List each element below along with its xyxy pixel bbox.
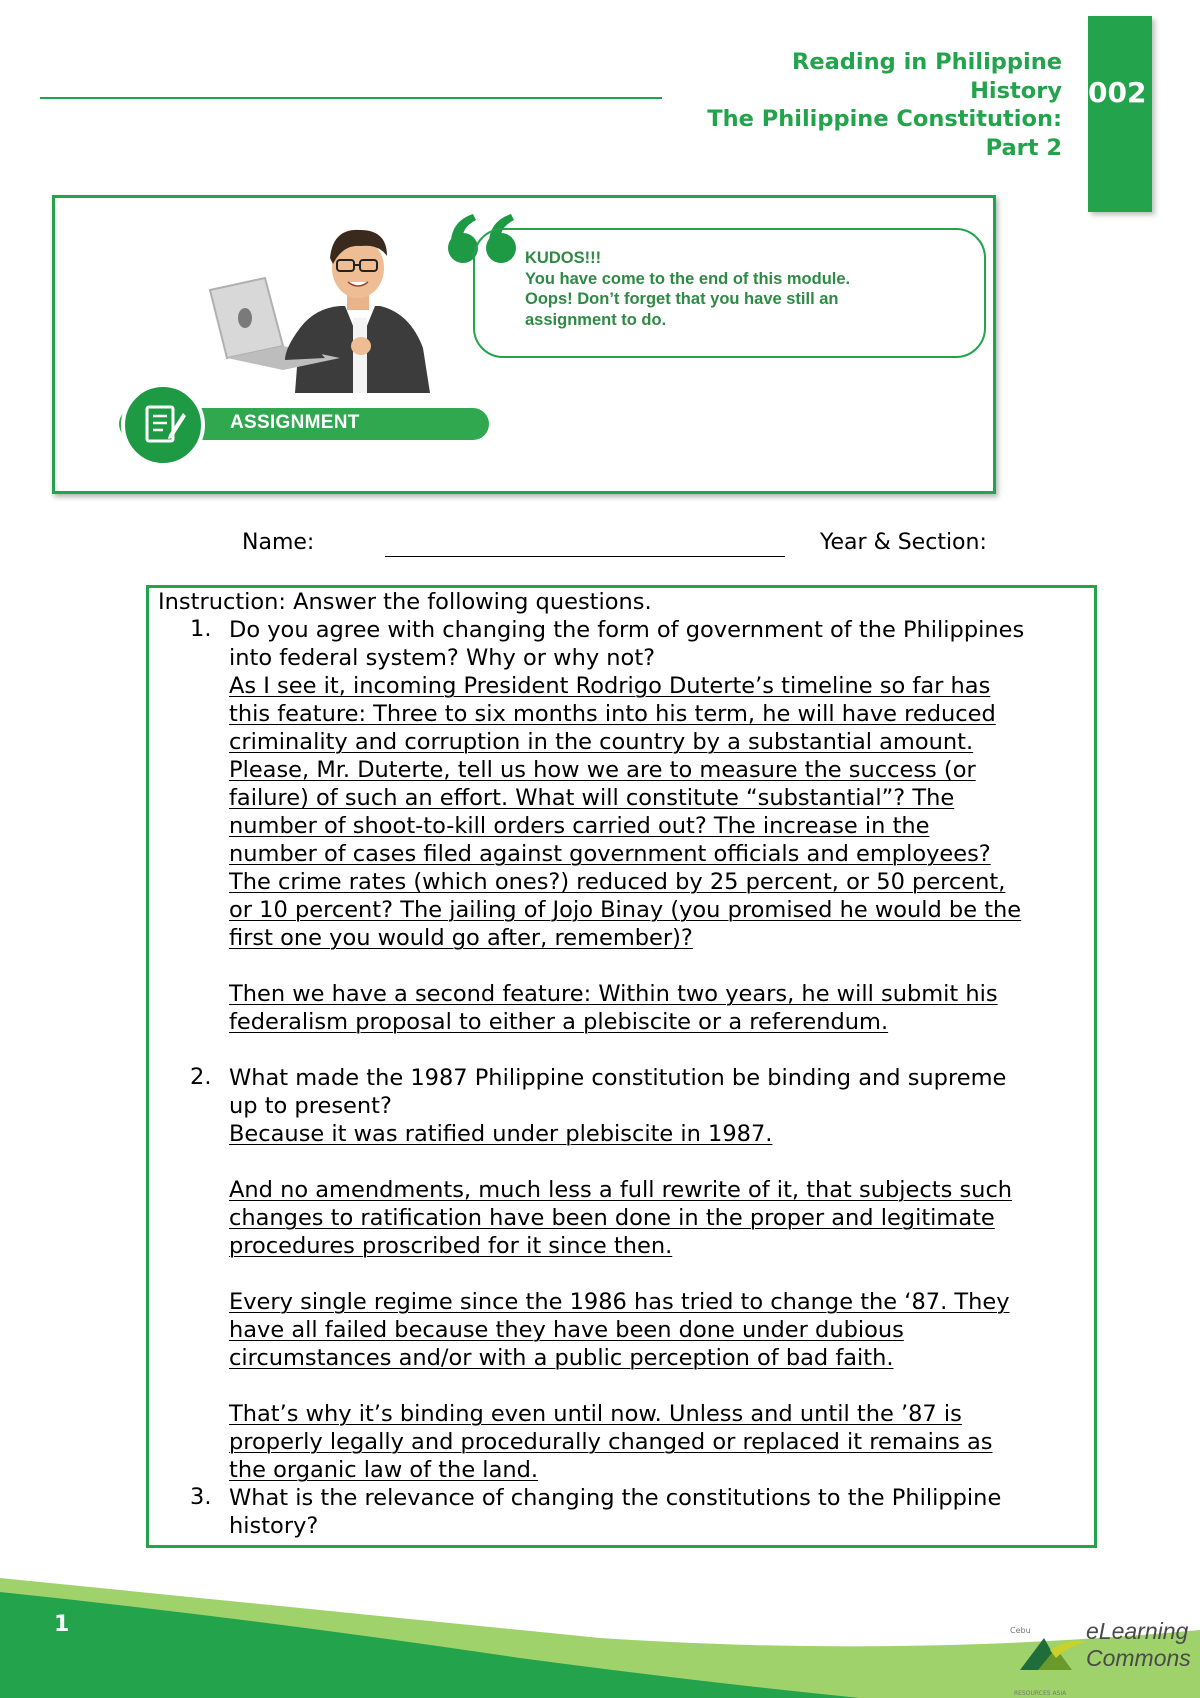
assignment-banner (52, 195, 996, 494)
logo-tagline: RESOURCES ASIA (1014, 1690, 1067, 1697)
document-title (602, 48, 1062, 162)
name-label: Name: (242, 530, 315, 555)
kudos-line-2: You have come to the end of this module. (525, 269, 851, 288)
document-pencil-icon (143, 403, 187, 447)
module-code: 002 (1088, 76, 1147, 109)
answer-1-line: Please, Mr. Duterte, tell us how we are to measure the success (or (229, 757, 976, 783)
answer-2-line: the organic law of the land. (229, 1457, 539, 1483)
answer-1-line: failure) of such an effort. What will constitute “substantial”? The (229, 785, 955, 811)
question-3-number: 3. (190, 1484, 212, 1510)
answer-2-line: That’s why it’s binding even until now. Unless and until the ’87 is (229, 1401, 962, 1427)
page-number: 1 (54, 1612, 70, 1637)
answer-1-line: federalism proposal to either a plebiscite or a referendum. (229, 1009, 889, 1035)
question-1-line-1: Do you agree with changing the form of government of the Philippines (229, 617, 1025, 643)
question-1-number: 1. (190, 616, 212, 642)
question-2-line-1: What made the 1987 Philippine constitution be binding and supreme (229, 1065, 1007, 1091)
answer-1-line: number of shoot-to-kill orders carried out? The increase in the (229, 813, 930, 839)
answer-2-line: changes to ratification have been done in the proper and legitimate (229, 1205, 995, 1231)
title-line-3: The Philippine Constitution: (707, 106, 1062, 132)
logo-line-2: Commons (1086, 1645, 1191, 1671)
title-line-2: History (970, 77, 1062, 104)
question-3-line-1: What is the relevance of changing the constitutions to the Philippine (229, 1485, 1002, 1511)
header-rule (40, 97, 662, 99)
teacher-with-laptop-illustration (165, 208, 465, 408)
answer-2-line: properly legally and procedurally changed or replaced it remains as (229, 1429, 993, 1455)
question-2-number: 2. (190, 1064, 212, 1090)
question-2-line-2: up to present? (229, 1093, 392, 1119)
answer-1-line: or 10 percent? The jailing of Jojo Binay (you promised he would be the (229, 897, 1022, 923)
logo-line-1: eLearning (1086, 1618, 1189, 1644)
answer-2-line: procedures proscribed for it since then. (229, 1233, 673, 1259)
question-1-line-2: into federal system? Why or why not? (229, 645, 656, 671)
kudos-line-4: assignment to do. (525, 310, 667, 329)
answer-2-line: And no amendments, much less a full rewrite of it, that subjects such (229, 1177, 1013, 1203)
answer-1-line: The crime rates (which ones?) reduced by 25 percent, or 50 percent, (229, 869, 1006, 895)
answer-1-line: As I see it, incoming President Rodrigo Duterte’s timeline so far has (229, 673, 991, 699)
answer-1-line: number of cases filed against government officials and employees? (229, 841, 991, 867)
answer-1-line: Then we have a second feature: Within two years, he will submit his (229, 981, 998, 1007)
year-section-label: Year & Section: (820, 530, 987, 555)
name-blank-line[interactable] (385, 556, 785, 557)
answer-2-line: Because it was ratified under plebiscite in 1987. (229, 1121, 773, 1147)
module-code-tab (1088, 16, 1152, 212)
answer-2-line: Every single regime since the 1986 has tried to change the ‘87. They (229, 1289, 1010, 1315)
assignment-label: ASSIGNMENT (230, 412, 360, 433)
title-line-1: Reading in Philippine (792, 49, 1062, 75)
answer-2-line: have all failed because they have been done under dubious (229, 1317, 904, 1343)
answer-1-line: first one you would go after, remember)? (229, 925, 693, 951)
kudos-line-3: Oops! Don’t forget that you have still an (525, 290, 839, 308)
logo-small-text: Cebu (1010, 1626, 1031, 1635)
elearning-commons-logo-text (1086, 1618, 1191, 1672)
kudos-message (525, 248, 955, 330)
answer-1-line: criminality and corruption in the country by a substantial amount. (229, 729, 974, 755)
title-line-4: Part 2 (985, 134, 1062, 161)
question-3-line-2: history? (229, 1513, 319, 1539)
instruction-text: Instruction: Answer the following questions. (158, 589, 652, 615)
answer-2-line: circumstances and/or with a public perception of bad faith. (229, 1345, 894, 1371)
kudos-line-1: KUDOS!!! (525, 249, 602, 267)
answer-1-line: this feature: Three to six months into his term, he will have reduced (229, 701, 996, 727)
